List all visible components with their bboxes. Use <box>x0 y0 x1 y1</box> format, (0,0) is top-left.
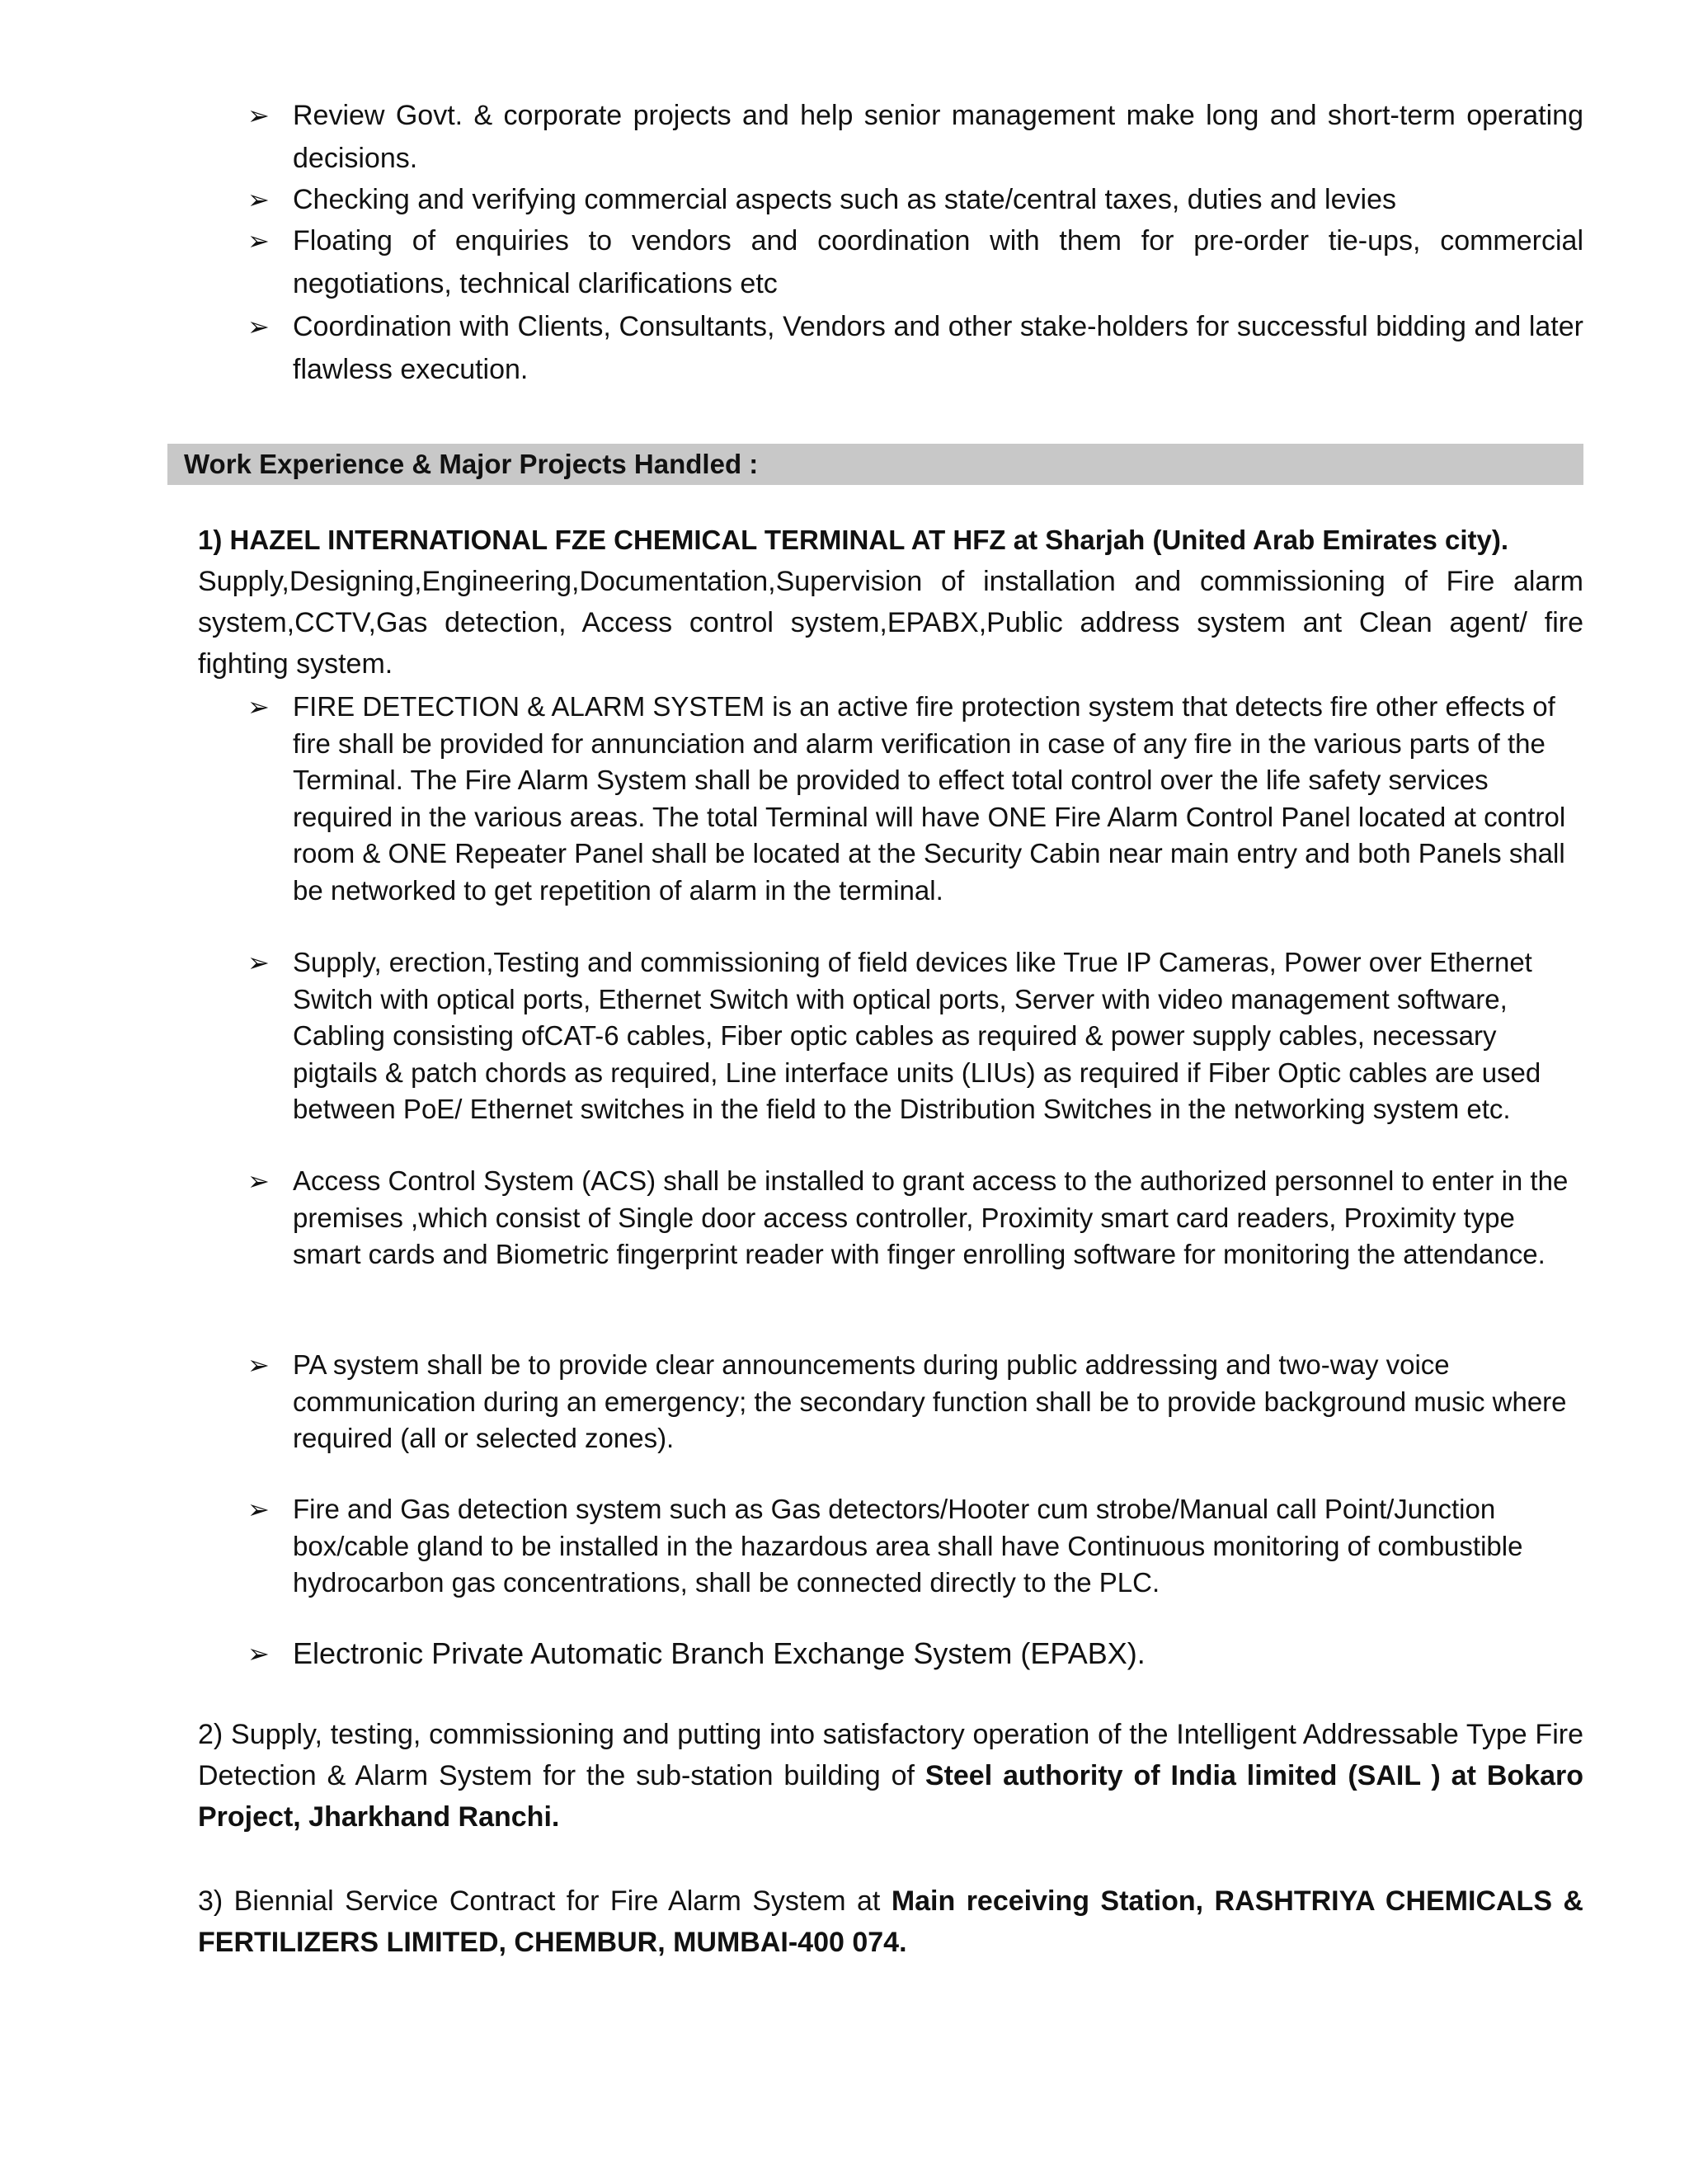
bullet-text: Electronic Private Automatic Branch Exchange System (EPABX). <box>293 1636 1146 1670</box>
bullet-text: Coordination with Clients, Consultants, Vendors and other stake-holders for successful bidding and later flawless execution. <box>293 311 1583 385</box>
arrow-bullet-icon: ➢ <box>247 948 270 977</box>
project-2-text: 2) Supply, testing, commissioning and putting into satisfactory operation of the Intelligent Addressable Type Fire Detection & Alarm System for the sub-station building of <box>198 1719 1583 1791</box>
bullet-item <box>247 1347 1583 1457</box>
bullet-text: Access Control System (ACS) shall be installed to grant access to the authorized personnel to enter in the premises ,which consist of Single door access controller, Proximity smart card readers, Proximity type smart cards and Biometric fingerprint reader with finger enrolling software for monitoring the attendance. <box>293 1165 1569 1269</box>
project-intro: Supply,Designing,Engineering,Documentation,Supervision of installation and commissioning of Fire alarm system,CCTV,Gas detection, Access control system,EPABX,Public address system ant Clean agent/ fire fighting system. <box>198 566 1583 680</box>
arrow-bullet-icon: ➢ <box>247 185 270 214</box>
arrow-bullet-icon: ➢ <box>247 1639 270 1669</box>
project-title: 1) HAZEL INTERNATIONAL FZE CHEMICAL TERMINAL AT HFZ at Sharjah (United Arab Emirates city). <box>198 525 1509 555</box>
bullet-text: Checking and verifying commercial aspects such as state/central taxes, duties and levies <box>293 184 1396 215</box>
project-3-text: 3) Biennial Service Contract for Fire Alarm System at <box>198 1885 892 1917</box>
bullet-text: Fire and Gas detection system such as Gas detectors/Hooter cum strobe/Manual call Point/Junction box/cable gland to be installed in the hazardous area shall have Continuous monitoring of combustible hydrocarbon gas concentrations, shall be connected directly to the PLC. <box>293 1494 1523 1598</box>
bullet-item <box>247 94 1583 180</box>
bullet-item <box>247 1163 1583 1273</box>
project-3 <box>198 1880 1583 1963</box>
bullet-text: Review Govt. & corporate projects and help senior management make long and short-term operating decisions. <box>293 100 1583 174</box>
arrow-bullet-icon: ➢ <box>247 101 270 130</box>
project-3-client: Main receiving Station, RASHTRIYA CHEMICALS & FERTILIZERS LIMITED, CHEMBUR, MUMBAI-400 074. <box>198 1885 1583 1958</box>
bullet-item <box>247 944 1583 1128</box>
bullet-text: Floating of enquiries to vendors and coordination with them for pre-order tie-ups, commercial negotiations, technical clarifications etc <box>293 225 1583 299</box>
bullet-text: FIRE DETECTION & ALARM SYSTEM is an active fire protection system that detects fire other effects of fire shall be provided for annunciation and alarm verification in case of any fire in the various parts of the Terminal. The Fire Alarm System shall be provided to effect total control over the life safety services required in the various areas. The total Terminal will have ONE Fire Alarm Control Panel located at control room & ONE Repeater Panel shall be located at the Security Cabin near main entry and both Panels shall be networked to get repetition of alarm in the terminal. <box>293 691 1566 906</box>
arrow-bullet-icon: ➢ <box>247 312 270 341</box>
bullet-text: Supply, erection,Testing and commissioning of field devices like True IP Cameras, Power over Ethernet Switch with optical ports, Ethernet Switch with optical ports, Server with video management software, Cabling consisting ofCAT-6 cables, Fiber optic cables as required & power supply cables, necessary pigtails & patch chords as required, Line interface units (LIUs) as required if Fiber Optic cables are used between PoE/ Ethernet switches in the field to the Distribution Switches in the networking system etc. <box>293 947 1541 1124</box>
arrow-bullet-icon: ➢ <box>247 1166 270 1196</box>
project-2-client: Steel authority of India limited (SAIL ) at Bokaro Project, Jharkhand Ranchi. <box>198 1760 1583 1833</box>
project-2 <box>198 1714 1583 1838</box>
arrow-bullet-icon: ➢ <box>247 692 270 722</box>
bullet-item <box>247 219 1583 305</box>
bullet-item <box>247 689 1583 909</box>
arrow-bullet-icon: ➢ <box>247 1350 270 1380</box>
bullet-item <box>247 1491 1583 1602</box>
arrow-bullet-icon: ➢ <box>247 226 270 256</box>
bullet-text: PA system shall be to provide clear announcements during public addressing and two-way voice communication during an emergency; the secondary function shall be to provide background music where required (all or selected zones). <box>293 1349 1567 1453</box>
bullet-item <box>247 305 1583 391</box>
section-heading: Work Experience & Major Projects Handled : <box>167 444 1583 485</box>
bullet-item <box>247 178 1583 221</box>
bullet-item <box>247 1636 1583 1673</box>
arrow-bullet-icon: ➢ <box>247 1494 270 1524</box>
